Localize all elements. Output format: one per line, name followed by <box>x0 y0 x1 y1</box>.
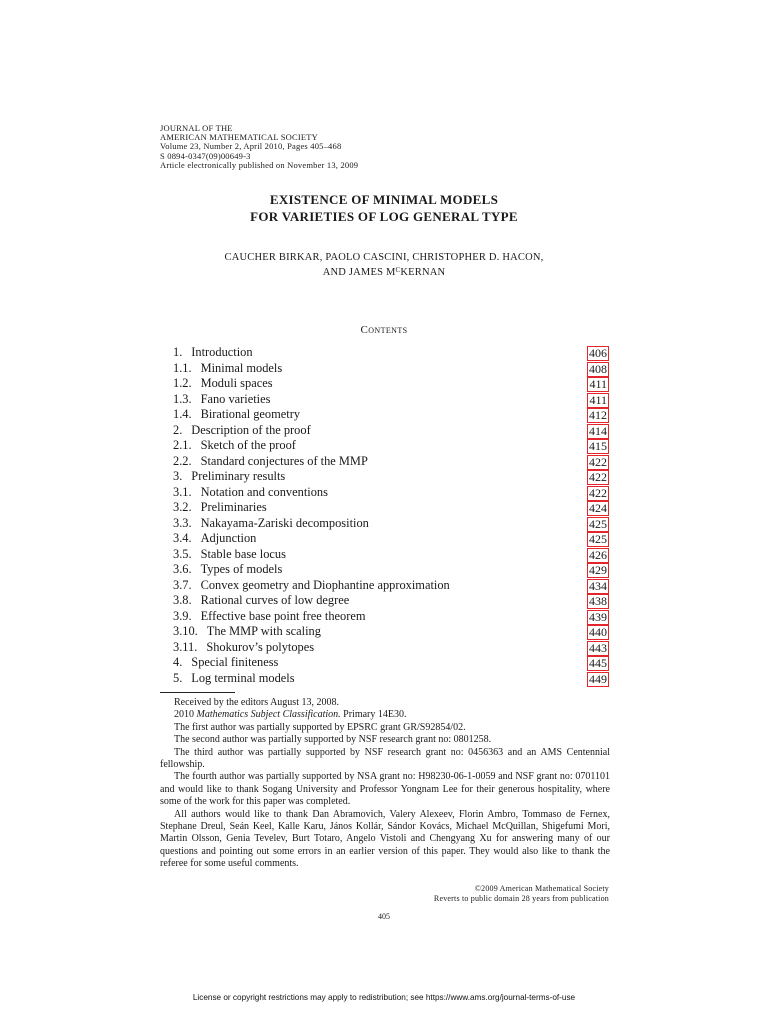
authors-line-2-prefix: AND JAMES M <box>322 267 396 278</box>
first-author-funding: The first author was partially supported by EPSRC grant GR/S92854/02. <box>174 721 466 733</box>
fourth-author-funding: The fourth author was partially supported by NSA grant no: H98230-06-1-0059 and NSF grant no: 0701101 and would like to thank Sogang University and Professor Yongnam Lee for their generous hospitality, where some of the work for this paper was completed. <box>160 771 610 808</box>
toc-entry[interactable] <box>173 454 609 470</box>
toc-entry[interactable] <box>173 438 609 454</box>
toc-page-link[interactable]: 412 <box>589 408 607 422</box>
toc-page-link[interactable]: 411 <box>589 392 607 407</box>
copyright-notice <box>320 884 609 903</box>
msc-prefix: 2010 <box>174 709 197 721</box>
toc-page-link[interactable]: 426 <box>589 547 607 562</box>
msc-label: Mathematics Subject Classification. <box>196 709 341 721</box>
toc-entry-number: 3.1. <box>173 484 192 499</box>
journal-volume-info: Volume 23, Number 2, April 2010, Pages 405–468 <box>160 141 342 152</box>
toc-entry[interactable] <box>173 547 609 563</box>
toc-entry[interactable] <box>173 469 609 485</box>
toc-entry[interactable] <box>173 671 609 687</box>
toc-entry[interactable] <box>173 500 609 516</box>
toc-entry-title: Notation and conventions <box>200 484 328 499</box>
toc-entry[interactable] <box>173 485 609 501</box>
toc-page-link[interactable]: 449 <box>589 671 607 686</box>
toc-entry-title: Nakayama-Zariski decomposition <box>200 515 369 530</box>
toc-entry-title: Rational curves of low degree <box>200 593 350 607</box>
page-number: 405 <box>378 912 390 921</box>
footnotes <box>160 697 610 871</box>
toc-entry-number: 3.11. <box>173 639 198 654</box>
toc-entry[interactable] <box>173 423 609 439</box>
toc-entry-title: The MMP with scaling <box>206 624 321 638</box>
authors-line-2 <box>160 264 608 279</box>
toc-entry[interactable] <box>173 531 609 547</box>
toc-entry-number: 3.4. <box>173 531 192 545</box>
copyright-line-1: ©2009 American Mathematical Society <box>474 884 609 893</box>
paper-authors <box>160 251 608 279</box>
toc-entry-title: Description of the proof <box>191 422 311 437</box>
toc-entry[interactable] <box>173 407 609 423</box>
toc-entry-number: 1.1. <box>173 360 192 375</box>
received-date: Received by the editors August 13, 2008. <box>174 697 339 708</box>
toc-entry-number: 3.6. <box>173 562 192 576</box>
toc-entry-number: 4. <box>173 655 183 669</box>
toc-page-link[interactable]: 408 <box>589 361 607 376</box>
toc-entry-number: 3.8. <box>173 593 192 607</box>
toc-page-link[interactable]: 422 <box>589 454 607 469</box>
toc-entry-number: 3.5. <box>173 546 192 561</box>
toc-entry[interactable] <box>173 376 609 392</box>
toc-entry-title: Birational geometry <box>200 407 301 421</box>
toc-entry-title: Special finiteness <box>191 655 279 669</box>
toc-entry-number: 2.1. <box>173 438 192 452</box>
toc-page-link[interactable]: 439 <box>589 609 607 624</box>
toc-entry-number: 2.2. <box>173 453 192 468</box>
journal-publication-date: Article electronically published on November 13, 2009 <box>160 159 359 170</box>
toc-entry-title: Shokurov’s polytopes <box>206 639 315 654</box>
authors-line-1: CAUCHER BIRKAR, PAOLO CASCINI, CHRISTOPHER D. HACON, <box>224 252 544 263</box>
paper-title-line-2: FOR VARIETIES OF LOG GENERAL TYPE <box>250 209 518 224</box>
toc-entry-title: Convex geometry and Diophantine approximation <box>200 577 450 592</box>
toc-entry-number: 3.10. <box>173 624 198 638</box>
paper-title-line-1: EXISTENCE OF MINIMAL MODELS <box>269 192 499 207</box>
msc-code: Primary 14E30. <box>340 709 407 721</box>
toc-page-link[interactable]: 411 <box>589 377 607 391</box>
toc-entry[interactable] <box>173 640 609 656</box>
toc-entry[interactable] <box>173 624 609 640</box>
toc-entry-title: Effective base point free theorem <box>200 608 366 623</box>
toc-entry[interactable] <box>173 516 609 532</box>
toc-entry-number: 3.7. <box>173 577 192 592</box>
contents-heading: Contents <box>360 324 408 336</box>
toc-entry-title: Stable base locus <box>200 546 286 561</box>
toc-page-link[interactable]: 425 <box>589 532 607 546</box>
toc-entry-title: Standard conjectures of the MMP <box>200 453 368 468</box>
authors-line-2-suffix: KERNAN <box>400 267 446 278</box>
toc-page-link[interactable]: 440 <box>589 625 607 639</box>
journal-name-line-2: AMERICAN MATHEMATICAL SOCIETY <box>160 132 319 143</box>
toc-entry-number: 3.3. <box>173 515 192 530</box>
acknowledgements: All authors would like to thank Dan Abramovich, Valery Alexeev, Florin Ambro, Tommaso de Fernex, Stephane Dreul, Seán Keel, Kalle Karu, János Kollár, Sándor Kovács, Michael McQuillan, Shigefumi Mori, Martin Olsson, Genia Tevelev, Burt Totaro, Angelo Vistoli and Chengyang Xu for answering many of our questions and pointing out some errors in an earlier version of this paper. They would also like to thank the referee for some useful comments. <box>160 808 610 870</box>
toc-page-link[interactable]: 415 <box>589 439 607 453</box>
journal-name-line-1: JOURNAL OF THE <box>160 123 233 133</box>
toc-entry-title: Types of models <box>200 562 283 576</box>
toc-entry-number: 5. <box>173 670 183 685</box>
toc-entry-title: Introduction <box>191 345 253 359</box>
subject-classification <box>160 709 610 721</box>
toc-entry[interactable] <box>173 655 609 671</box>
table-of-contents <box>173 345 609 686</box>
toc-page-link[interactable]: 434 <box>589 578 607 593</box>
toc-page-link[interactable]: 425 <box>589 516 607 531</box>
toc-entry-number: 3. <box>173 469 183 483</box>
toc-page-link[interactable]: 438 <box>589 594 607 608</box>
toc-page-link[interactable]: 445 <box>589 656 607 670</box>
toc-entry-title: Minimal models <box>200 360 283 375</box>
toc-entry-title: Adjunction <box>200 531 257 545</box>
toc-entry-number: 1. <box>173 345 183 359</box>
toc-entry[interactable] <box>173 562 609 578</box>
toc-entry[interactable] <box>173 578 609 594</box>
toc-page-link[interactable]: 424 <box>589 501 607 515</box>
toc-entry[interactable] <box>173 609 609 625</box>
toc-entry[interactable] <box>173 345 609 361</box>
journal-issn: S 0894-0347(09)00649-3 <box>160 150 251 161</box>
toc-entry-title: Fano varieties <box>200 391 271 406</box>
toc-page-link[interactable]: 422 <box>589 470 607 484</box>
toc-entry-number: 1.3. <box>173 391 192 406</box>
toc-entry-number: 2. <box>173 422 183 437</box>
license-notice: License or copyright restrictions may apply to redistribution; see https://www.ams.org/journal-terms-of-use <box>192 993 576 1002</box>
paper-title <box>160 191 608 225</box>
toc-entry[interactable] <box>173 392 609 408</box>
toc-entry-number: 3.2. <box>173 500 192 514</box>
toc-entry-title: Moduli spaces <box>200 376 273 390</box>
toc-page-link[interactable]: 414 <box>589 423 607 438</box>
toc-page-link[interactable]: 443 <box>589 640 607 655</box>
third-author-funding: The third author was partially supported by NSF research grant no: 0456363 and an AMS Centennial fellowship. <box>160 746 610 771</box>
toc-entry[interactable] <box>173 593 609 609</box>
toc-entry-number: 1.2. <box>173 376 192 390</box>
copyright-line-2: Reverts to public domain 28 years from publication <box>433 893 609 903</box>
toc-page-link[interactable]: 429 <box>589 563 607 577</box>
toc-page-link[interactable]: 406 <box>589 346 607 360</box>
footnote-divider <box>160 692 235 693</box>
toc-entry-title: Sketch of the proof <box>200 438 296 452</box>
journal-header <box>160 124 480 170</box>
toc-entry-number: 3.9. <box>173 608 192 623</box>
toc-page-link[interactable]: 422 <box>589 485 607 500</box>
toc-entry-title: Preliminary results <box>191 469 286 483</box>
second-author-funding: The second author was partially supported by NSF research grant no: 0801258. <box>174 734 492 746</box>
toc-entry[interactable] <box>173 361 609 377</box>
toc-entry-title: Log terminal models <box>191 670 295 685</box>
toc-entry-title: Preliminaries <box>200 500 267 514</box>
authors-line-2-superscript: C <box>395 266 401 274</box>
toc-entry-number: 1.4. <box>173 407 192 421</box>
